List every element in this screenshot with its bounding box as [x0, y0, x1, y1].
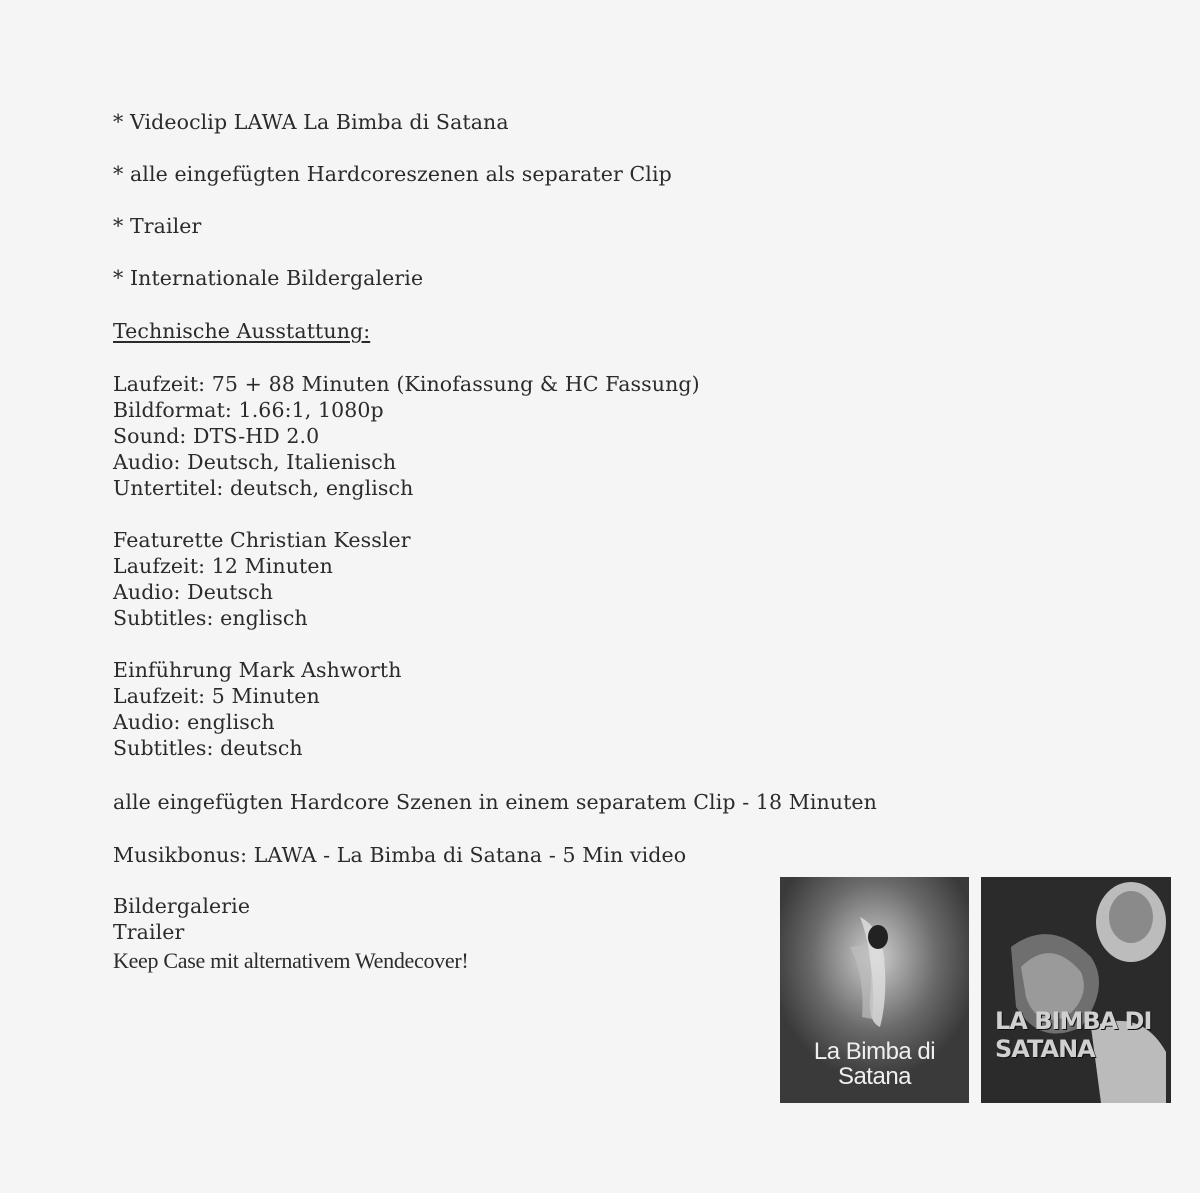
- intro-line: Laufzeit: 5 Minuten: [113, 684, 320, 708]
- cover-title: La Bimba di Satana: [813, 1038, 936, 1090]
- closing-line: Keep Case mit alternativem Wendecover!: [113, 948, 469, 973]
- music-bonus-line: Musikbonus: LAWA - La Bimba di Satana - 5 Min video: [113, 843, 687, 867]
- cover-image-2: [981, 877, 1171, 1103]
- closing-line: Bildergalerie: [113, 894, 251, 918]
- cover-image-1: [780, 877, 969, 1103]
- cover-artwork: [981, 877, 1171, 1103]
- extra-item: * Internationale Bildergalerie: [113, 266, 424, 290]
- section-heading: Technische Ausstattung:: [113, 319, 371, 343]
- extra-item: * alle eingefügten Hardcoreszenen als separater Clip: [113, 162, 672, 186]
- spec-line: Laufzeit: 75 + 88 Minuten (Kinofassung & HC Fassung): [113, 372, 700, 396]
- spec-line: Untertitel: deutsch, englisch: [113, 476, 414, 500]
- intro-line: Subtitles: deutsch: [113, 736, 303, 760]
- extra-item: * Trailer: [113, 214, 202, 238]
- featurette-line: Subtitles: englisch: [113, 606, 308, 630]
- spec-line: Bildformat: 1.66:1, 1080p: [113, 398, 384, 422]
- hardcore-clip-line: alle eingefügten Hardcore Szenen in einem separatem Clip - 18 Minuten: [113, 790, 877, 814]
- extra-item: * Videoclip LAWA La Bimba di Satana: [113, 110, 509, 134]
- featurette-line: Featurette Christian Kessler: [113, 528, 411, 552]
- cover-title: LA BIMBA DI SATANA: [995, 1007, 1152, 1063]
- spec-line: Sound: DTS-HD 2.0: [113, 424, 320, 448]
- closing-line: Trailer: [113, 920, 185, 944]
- intro-line: Einführung Mark Ashworth: [113, 658, 402, 682]
- featurette-line: Laufzeit: 12 Minuten: [113, 554, 333, 578]
- spec-line: Audio: Deutsch, Italienisch: [113, 450, 397, 474]
- intro-line: Audio: englisch: [113, 710, 275, 734]
- featurette-line: Audio: Deutsch: [113, 580, 274, 604]
